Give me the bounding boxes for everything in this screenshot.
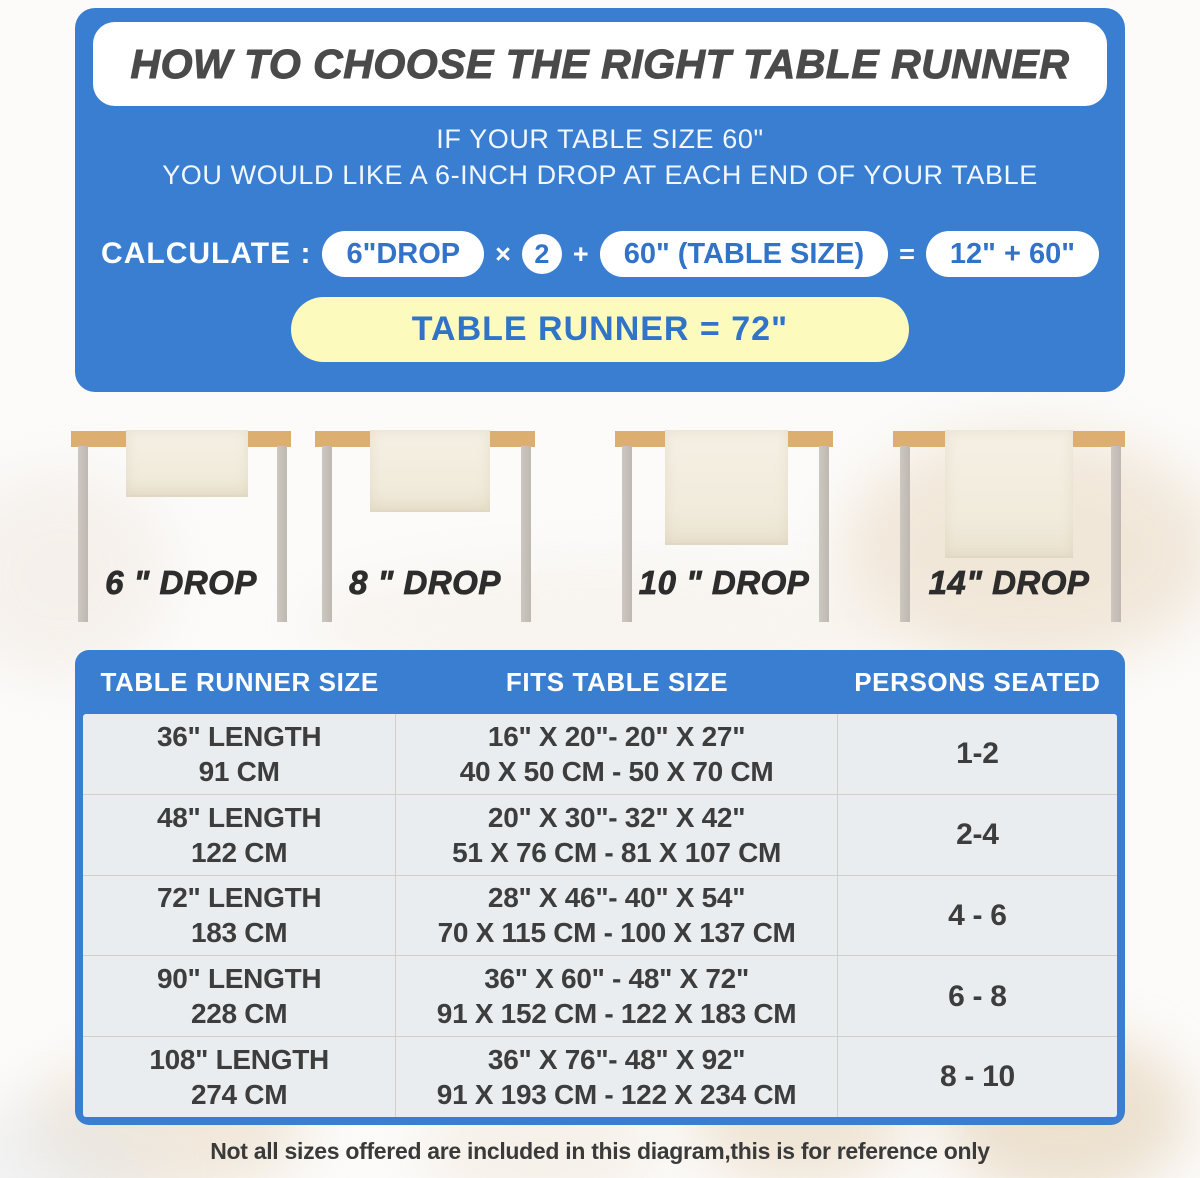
- fits-size-cm: 91 X 152 CM - 122 X 183 CM: [436, 998, 797, 1030]
- drop-label: 8 " DROP: [349, 564, 501, 601]
- runner-size-inches: 36" LENGTH: [156, 720, 322, 752]
- title-bar: [93, 22, 1107, 106]
- sum-pill: 12" + 60": [926, 231, 1099, 278]
- drop-label: 6 " DROP: [105, 564, 257, 601]
- fits-size-inches: 36" X 60" - 48" X 72": [484, 963, 749, 995]
- fits-size-cm: 40 X 50 CM - 50 X 70 CM: [459, 755, 774, 787]
- table-row: [83, 795, 1117, 876]
- calculation-row: [75, 230, 1125, 278]
- table-runner-swatch: [370, 430, 490, 512]
- persons-seated: 1-2: [956, 737, 999, 771]
- fits-size-inches: 16" X 20"- 20" X 27": [487, 720, 746, 752]
- drop-figure-10in: [615, 430, 833, 640]
- intro-line-1: IF YOUR TABLE SIZE 60": [436, 124, 764, 154]
- persons-seated: 2-4: [956, 817, 999, 851]
- fits-size-inches: 36" X 76"- 48" X 92": [487, 1044, 746, 1076]
- runner-size-inches: 108" LENGTH: [149, 1044, 329, 1076]
- column-header-runner-size: TABLE RUNNER SIZE: [100, 666, 379, 697]
- cell-runner-size: [83, 876, 396, 956]
- fits-size-inches: 28" X 46"- 40" X 54": [487, 882, 746, 914]
- size-table-header: [83, 650, 1117, 714]
- table-row: [83, 714, 1117, 795]
- intro-line-2: YOU WOULD LIKE A 6-INCH DROP AT EACH END OF YOUR TABLE: [162, 160, 1038, 190]
- runner-size-cm: 122 CM: [191, 836, 288, 868]
- persons-seated: 4 - 6: [948, 898, 1007, 932]
- table-size-pill: 60" (TABLE SIZE): [600, 231, 888, 278]
- cell-fits-size: [396, 956, 838, 1036]
- plus-sign: +: [572, 238, 589, 269]
- drop-figure-8in: [315, 430, 535, 640]
- cell-runner-size: [83, 795, 396, 875]
- table-row: [83, 956, 1117, 1037]
- fits-size-cm: 51 X 76 CM - 81 X 107 CM: [452, 836, 782, 868]
- cell-fits-size: [396, 876, 838, 956]
- runner-size-cm: 91 CM: [198, 755, 280, 787]
- persons-seated: 6 - 8: [948, 979, 1007, 1013]
- multiply-sign: ×: [495, 238, 511, 269]
- size-table-panel: [75, 650, 1125, 1125]
- cell-runner-size: [83, 1037, 396, 1117]
- cell-fits-size: [396, 795, 838, 875]
- runner-size-inches: 90" LENGTH: [156, 963, 322, 995]
- fits-size-cm: 91 X 193 CM - 122 X 234 CM: [436, 1079, 797, 1111]
- runner-size-cm: 274 CM: [191, 1079, 288, 1111]
- fits-size-cm: 70 X 115 CM - 100 X 137 CM: [437, 917, 796, 949]
- drop-figure-6in: [71, 430, 291, 640]
- multiplier-badge: 2: [522, 234, 562, 274]
- instruction-panel: [75, 8, 1125, 392]
- result-text: TABLE RUNNER = 72": [411, 310, 789, 348]
- equals-sign: =: [899, 238, 915, 269]
- drop-label: 10 " DROP: [638, 564, 810, 601]
- table-row: [83, 876, 1117, 957]
- drop-figures: [0, 430, 1200, 640]
- cell-persons: [838, 956, 1117, 1036]
- cell-persons: [838, 1037, 1117, 1117]
- cell-persons: [838, 795, 1117, 875]
- runner-size-cm: 183 CM: [191, 917, 288, 949]
- drop-value-pill: 6"DROP: [322, 231, 484, 278]
- cell-persons: [838, 876, 1117, 956]
- cell-runner-size: [83, 714, 396, 794]
- cell-runner-size: [83, 956, 396, 1036]
- cell-persons: [838, 714, 1117, 794]
- runner-size-cm: 228 CM: [191, 998, 288, 1030]
- runner-size-inches: 48" LENGTH: [156, 801, 322, 833]
- persons-seated: 8 - 10: [939, 1060, 1015, 1094]
- runner-size-inches: 72" LENGTH: [156, 882, 322, 914]
- page-title: HOW TO CHOOSE THE RIGHT TABLE RUNNER: [130, 40, 1070, 87]
- table-runner-swatch: [945, 430, 1073, 558]
- cell-fits-size: [396, 714, 838, 794]
- footer-note: Not all sizes offered are included in this diagram,this is for reference only: [210, 1138, 990, 1164]
- column-header-fits-size: FITS TABLE SIZE: [505, 666, 729, 697]
- drop-figure-14in: [893, 430, 1125, 640]
- table-runner-swatch: [126, 430, 248, 497]
- size-table-body: [83, 714, 1117, 1117]
- drop-label: 14" DROP: [928, 564, 1090, 601]
- calculate-label: CALCULATE :: [101, 237, 312, 270]
- cell-fits-size: [396, 1037, 838, 1117]
- table-row: [83, 1037, 1117, 1117]
- column-header-persons: PERSONS SEATED: [854, 666, 1101, 697]
- result-pill: [291, 297, 909, 362]
- fits-size-inches: 20" X 30"- 32" X 42": [487, 801, 746, 833]
- table-runner-swatch: [665, 430, 788, 545]
